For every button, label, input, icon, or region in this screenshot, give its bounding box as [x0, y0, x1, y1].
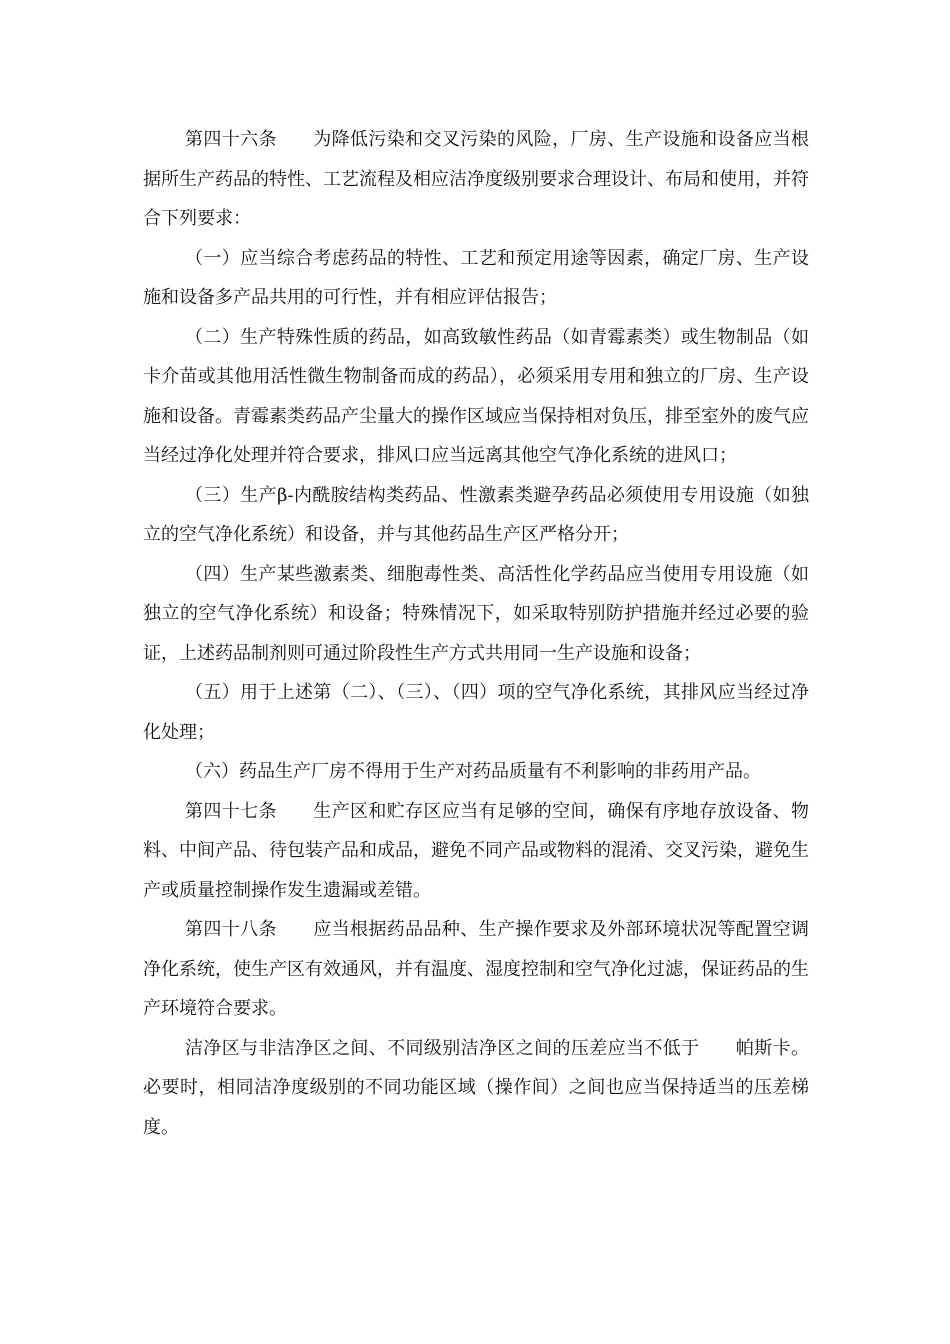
article-48 — [143, 910, 809, 1029]
article-46-intro-text: 为降低污染和交叉污染的风险，厂房、生产设施和设备应当根据所生产药品的特性、工艺流程及相应洁净度级别要求合理设计、布局和使用，并符合下列要求： — [143, 129, 809, 229]
article-47-heading: 第四十七条 — [185, 800, 277, 822]
article-48-text: 应当根据药品品种、生产操作要求及外部环境状况等配置空调净化系统，使生产区有效通风，并有温度、湿度控制和空气净化过滤，保证药品的生产环境符合要求。 — [143, 919, 809, 1019]
article-46-heading: 第四十六条 — [185, 129, 277, 150]
article-46-item-6: （六）药品生产厂房不得用于生产对药品质量有不利影响的非药用产品。 — [185, 761, 761, 782]
article-46-item-3: （三）生产β-内酰胺结构类药品、性激素类避孕药品必须使用专用设施（如独立的空气净化系统）和设备，并与其他药品生产区严格分开； — [143, 484, 809, 545]
article-48-pressure — [143, 1029, 809, 1148]
article-47-text: 生产区和贮存区应当有足够的空间，确保有序地存放设备、物料、中间产品、待包装产品和成品，避免不同产品或物料的混淆、交叉污染，避免生产或质量控制操作发生遗漏或差错。 — [143, 800, 809, 901]
article-47 — [143, 792, 809, 911]
article-46-intro — [143, 120, 809, 239]
article-46-item-1: （一）应当综合考虑药品的特性、工艺和预定用途等因素，确定厂房、生产设施和设备多产品共用的可行性，并有相应评估报告； — [143, 247, 809, 308]
document-body — [143, 120, 809, 1147]
article-46-item-2: （二）生产特殊性质的药品，如高致敏性药品（如青霉素类）或生物制品（如卡介苗或其他用活性微生物制备而成的药品），必须采用专用和独立的厂房、生产设施和设备。青霉素类药品产尘量大的操作区域应当保持相对负压，排至室外的废气应当经过净化处理并符合要求，排风口应当远离其他空气净化系统的进风口； — [143, 326, 809, 466]
pressure-text-part2: 帕斯卡。必要时，相同洁净度级别的不同功能区域（操作间）之间也应当保持适当的压差梯度。 — [143, 1037, 809, 1138]
article-46-item-5: （五）用于上述第（二）、（三）、（四）项的空气净化系统，其排风应当经过净化处理； — [143, 682, 809, 743]
article-48-heading: 第四十八条 — [185, 919, 277, 940]
article-46-item-4: （四）生产某些激素类、细胞毒性类、高活性化学药品应当使用专用设施（如独立的空气净化系统）和设备；特殊情况下，如采取特别防护措施并经过必要的验证，上述药品制剂则可通过阶段性生产方式共用同一生产设施和设备； — [143, 563, 809, 664]
pressure-text-part1: 洁净区与非洁净区之间、不同级别洁净区之间的压差应当不低于 — [185, 1037, 700, 1059]
